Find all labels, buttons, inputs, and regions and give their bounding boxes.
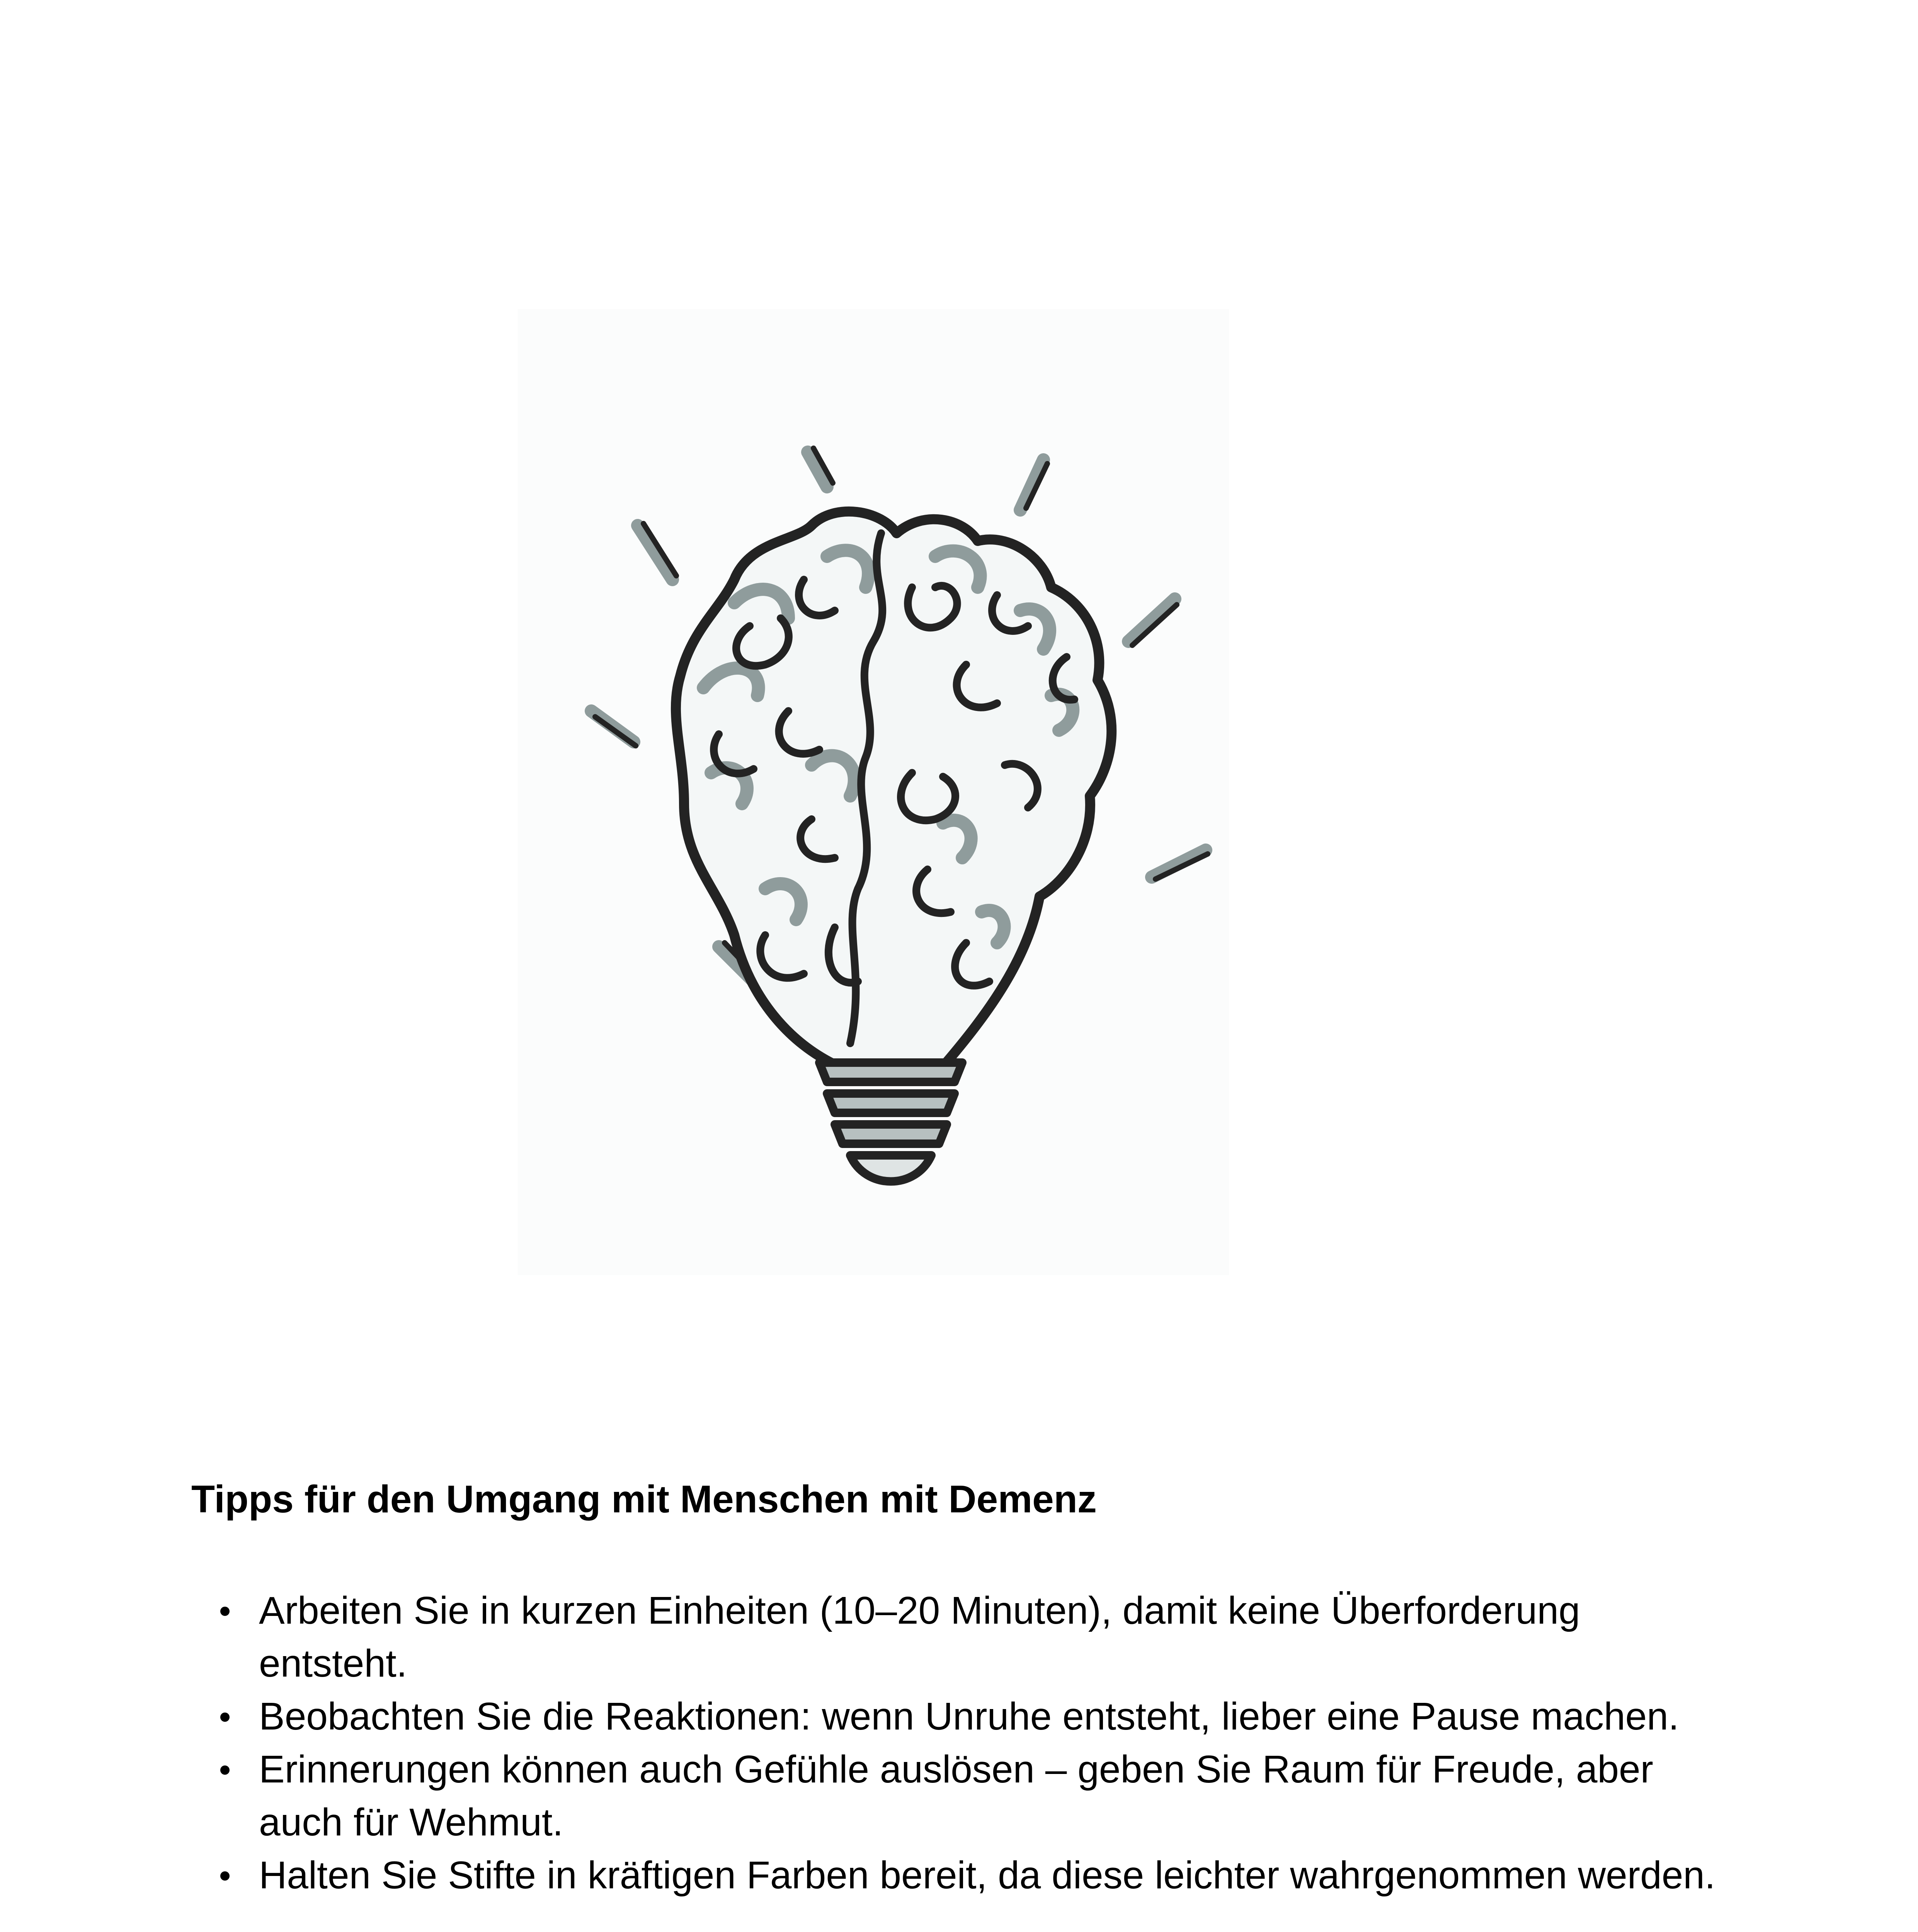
list-item: Erinnerungen können auch Gefühle auslösen – geben Sie Raum für Freude, aber auch für Wehmut. xyxy=(259,1743,1737,1849)
bulb-base xyxy=(819,1063,962,1182)
page-title: Tipps für den Umgang mit Menschen mit Demenz xyxy=(191,1478,1097,1521)
lightbulb-brain-illustration xyxy=(518,309,1229,1275)
tips-section xyxy=(191,1476,1737,1932)
list-item: Arbeiten Sie in kurzen Einheiten (10–20 Minuten), damit keine Überforderung entsteht. xyxy=(259,1584,1737,1690)
lightbulb-brain-icon xyxy=(518,309,1229,1275)
list-item: Halten Sie Stifte in kräftigen Farben bereit, da diese leichter wahrgenommen werden. xyxy=(259,1849,1737,1902)
tips-list xyxy=(191,1584,1737,1902)
list-item: Beobachten Sie die Reaktionen: wenn Unruhe entsteht, lieber eine Pause machen. xyxy=(259,1690,1737,1743)
